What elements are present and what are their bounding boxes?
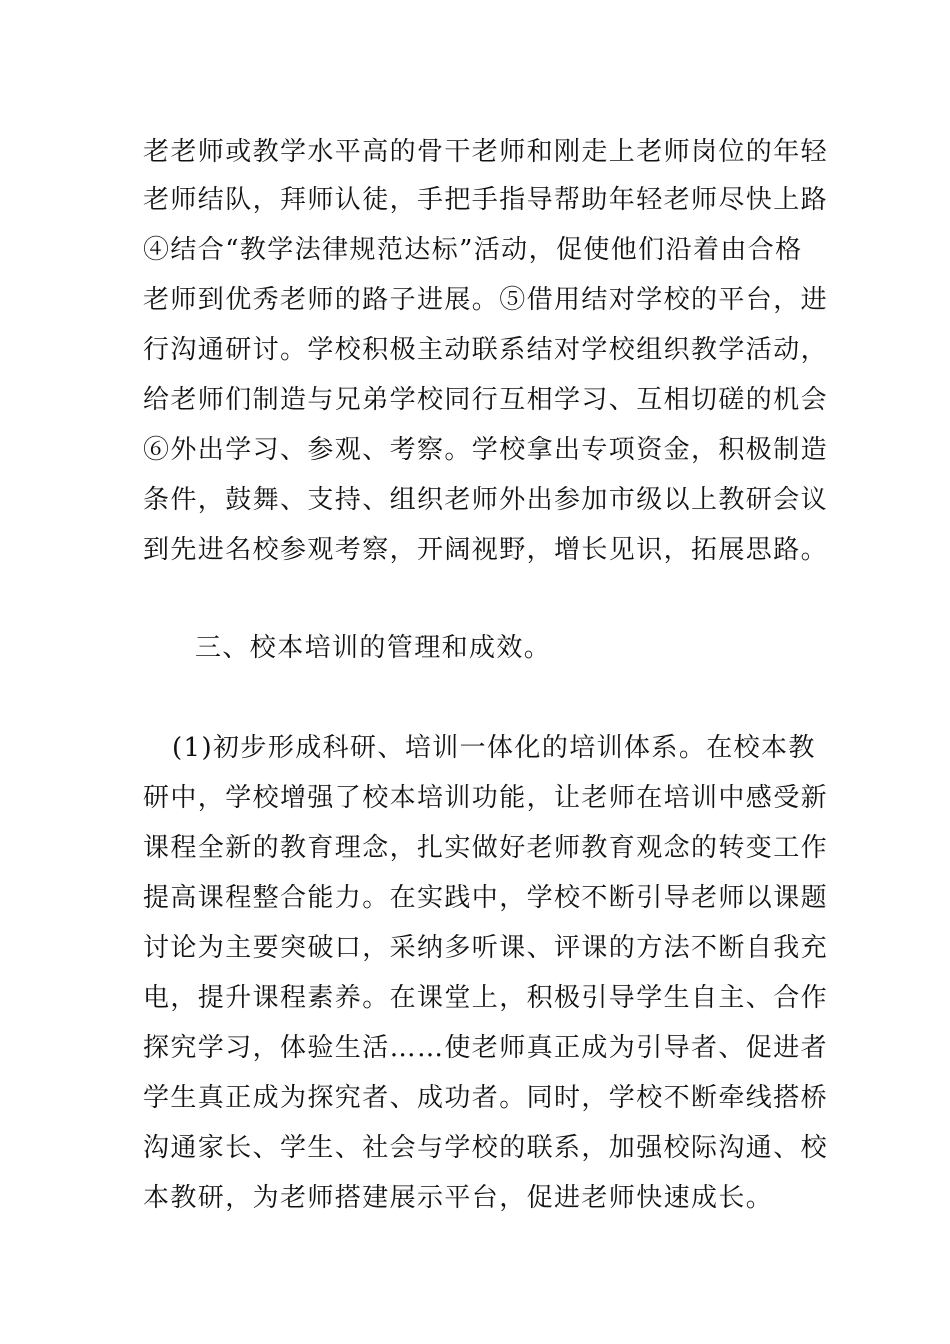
text-line: 行沟通研讨。学校积极主动联系结对学校组织教学活动，: [143, 335, 829, 365]
text-line: 到先进名校参观考察，开阔视野，增长见识，拓展思路。: [143, 535, 829, 565]
text-line: 老老师或教学水平高的骨干老师和刚走上老师岗位的年轻: [143, 137, 829, 167]
text-line: (1)初步形成科研、培训一体化的培训体系。在校本教: [172, 733, 816, 763]
section-heading: 三、校本培训的管理和成效。: [195, 633, 552, 663]
text-line: 老师结队，拜师认徒，手把手指导帮助年轻老师尽快上路: [143, 185, 829, 215]
text-line: 探究学习，体验生活……使老师真正成为引导者、促进者: [143, 1033, 829, 1063]
text-line: ⑥外出学习、参观、考察。学校拿出专项资金，积极制造: [143, 435, 829, 465]
text-line: 研中，学校增强了校本培训功能，让老师在培训中感受新: [143, 783, 829, 813]
text-line: 电，提升课程素养。在课堂上，积极引导学生自主、合作: [143, 983, 829, 1013]
text-line: 讨论为主要突破口，采纳多听课、评课的方法不断自我充: [143, 933, 829, 963]
text-line: 给老师们制造与兄弟学校同行互相学习、互相切磋的机会: [143, 385, 829, 415]
text-line: 条件，鼓舞、支持、组织老师外出参加市级以上教研会议: [143, 485, 829, 515]
text-line: 课程全新的教育理念，扎实做好老师教育观念的转变工作: [143, 833, 829, 863]
text-line: 老师到优秀老师的路子进展。⑤借用结对学校的平台，进: [143, 285, 829, 315]
text-line: 提高课程整合能力。在实践中，学校不断引导老师以课题: [143, 883, 829, 913]
text-line: 学生真正成为探究者、成功者。同时，学校不断牵线搭桥: [143, 1083, 829, 1113]
text-line: 本教研，为老师搭建展示平台，促进老师快速成长。: [143, 1183, 774, 1213]
text-line: ④结合“教学法律规范达标”活动，促使他们沿着由合格: [143, 235, 803, 265]
text-line: 沟通家长、学生、社会与学校的联系，加强校际沟通、校: [143, 1133, 829, 1163]
